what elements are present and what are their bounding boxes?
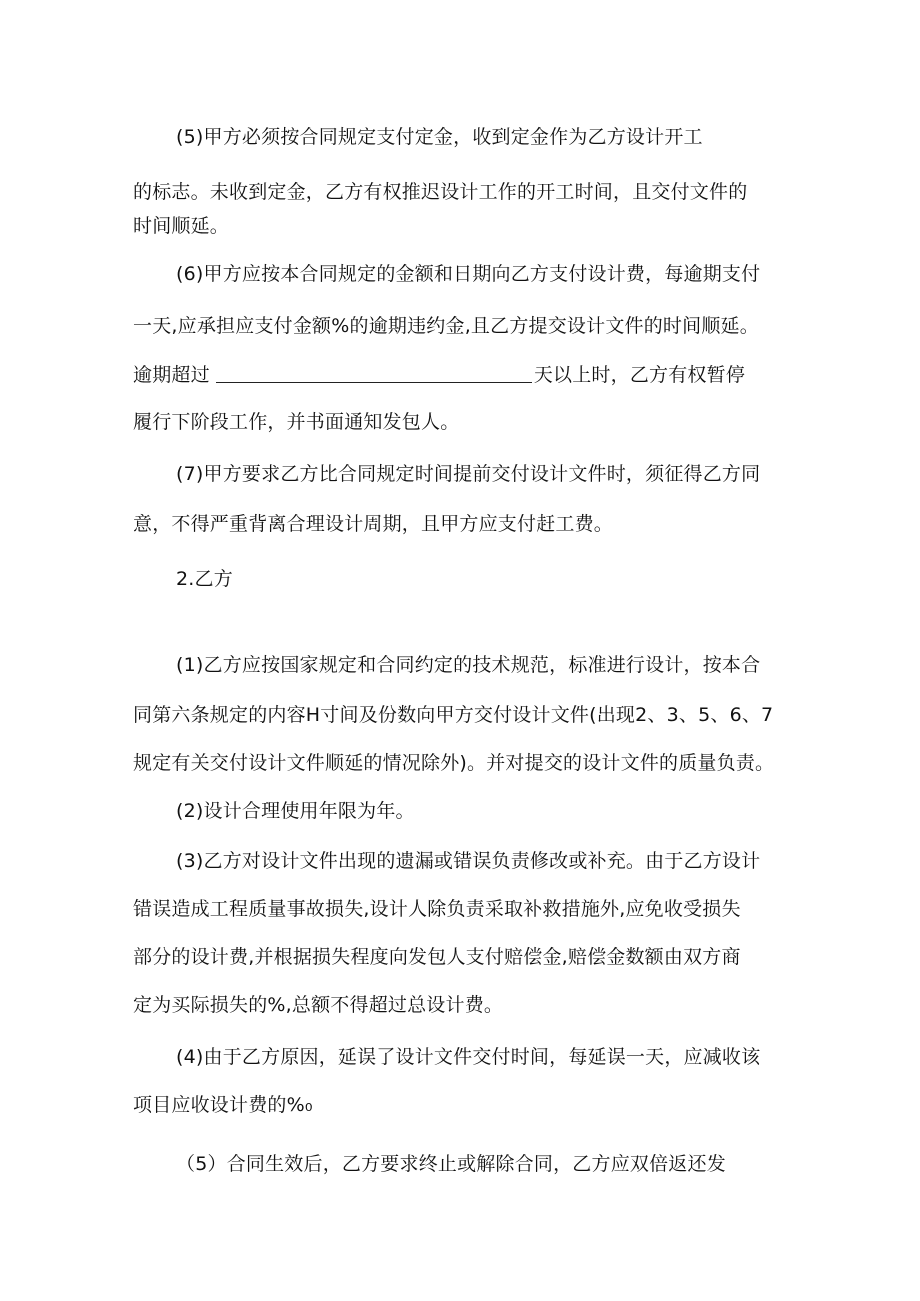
- fill-in-blank: [216, 362, 532, 383]
- text-line: 规定有关交付设计文件顺延的情况除外)。并对提交的设计文件的质量负责。: [133, 752, 775, 774]
- text-line: (2)设计合理使用年限为年。: [176, 800, 415, 822]
- text-fragment: 天以上时，乙方有权暂停: [533, 364, 746, 386]
- text-line: （5）合同生效后，乙方要求终止或解除合同，乙方应双倍返还发: [176, 1153, 726, 1175]
- text-line: (4)由于乙方原因，延误了设计文件交付时间，每延误一天，应减收该: [176, 1046, 761, 1068]
- text-fragment: 逾期超过: [133, 364, 210, 386]
- section-heading: 2.乙方: [176, 568, 233, 590]
- text-line: 时间顺延。: [133, 215, 230, 237]
- text-line: (6)甲方应按本合同规定的金额和日期向乙方支付设计费，每逾期支付: [176, 263, 761, 285]
- text-line: (1)乙方应按国家规定和合同约定的技术规范，标准进行设计，按本合: [176, 654, 761, 676]
- text-line-with-blank: [133, 362, 745, 387]
- text-line: 意，不得严重背离合理设计周期，且甲方应支付赶工费。: [133, 513, 614, 535]
- text-line: 一天,应承担应支付金额%的逾期违约金,且乙方提交设计文件的时间顺延。: [133, 315, 759, 337]
- text-line: (5)甲方必须按合同规定支付定金，收到定金作为乙方设计开工: [176, 126, 703, 148]
- text-line: 部分的设计费,并根据损失程度向发包人支付赔偿金,赔偿金数额由双方商: [133, 946, 741, 968]
- text-line: 同第六条规定的内容H寸间及份数向甲方交付设计文件(出现2、3、5、6、7: [133, 704, 774, 726]
- text-line: 定为买际损失的%,总额不得超过总设计费。: [133, 994, 504, 1016]
- text-line: 的标志。未收到定金，乙方有权推迟设计工作的开工时间，且交付文件的: [133, 181, 748, 203]
- text-line: 错误造成工程质量事故损失,设计人除负责采取补救措施外,应免收受损失: [133, 898, 741, 920]
- text-line: (3)乙方对设计文件出现的遗漏或错误负责修改或补充。由于乙方设计: [176, 850, 761, 872]
- text-line: 履行下阶段工作，并书面通知发包人。: [133, 411, 460, 433]
- text-line: (7)甲方要求乙方比合同规定时间提前交付设计文件时，须征得乙方同: [176, 463, 761, 485]
- text-line: 项目应收设计费的%₀: [133, 1094, 313, 1116]
